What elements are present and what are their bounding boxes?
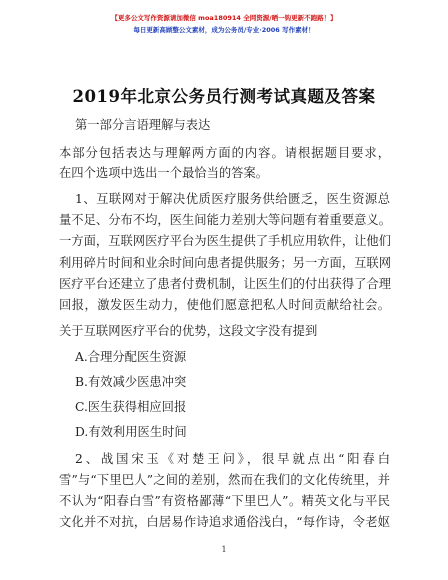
q1-passage-line: 利用碎片时间和业余时间向患者提供服务；另一方面，互联网 <box>59 256 392 270</box>
q1-option-b: B.有效减少医患冲突 <box>75 375 187 389</box>
q1-passage-line: 回报，激发医生动力，使他们愿意把私人时间贡献给社会。 <box>59 298 390 312</box>
q1-passage-line: 医疗平台还建立了患者付费机制，让医生们的付出获得了合理 <box>59 277 392 291</box>
q1-option-a: A.合理分配医生资源 <box>75 350 187 364</box>
q2-passage-line: 雪”与“下里巴人”之间的差别，然而在我们的文化传统里，并 <box>59 473 390 487</box>
q2-passage-line: 不认为“阳春白雪”有资格鄙薄“下里巴人”。精英文化与平民 <box>59 494 390 508</box>
page-number: 1 <box>221 545 227 554</box>
q1-passage-line: 1、互联网对于解决优质医疗服务供给匮乏，医生资源总 <box>75 192 390 206</box>
promo-banner-line-2: 每日更新高顾整公文素材，成为公务员/专业·2006 写作素材！ <box>133 26 315 34</box>
q1-option-c: C.医生获得相应回报 <box>75 400 187 414</box>
q1-option-d: D.有效利用医生时间 <box>75 425 187 439</box>
section-heading: 第一部分言语理解与表达 <box>75 118 211 132</box>
q1-question: 关于互联网医疗平台的优势，这段文字没有提到 <box>59 324 318 338</box>
page-title: 2019年北京公务员行测考试真题及答案 <box>72 87 376 106</box>
promo-banner-line-1: 【更多公文写作资源请加微信 moa180914 全网资源/晒一钩更新不跑路！】 <box>111 14 337 22</box>
q2-passage-line: 文化并不对抗，白居易作诗追求通俗浅白，“每作诗，令老妪 <box>59 515 390 529</box>
q1-passage-line: 量不足、分布不均，医生间能力差别大等问题有着重要意义。 <box>59 213 392 227</box>
q2-passage-line: 2、战国宋玉《对楚王问》，很早就点出“阳春白 <box>75 452 390 466</box>
q1-passage-line: 一方面，互联网医疗平台为医生提供了手机应用软件，让他们 <box>59 234 392 248</box>
instructions-line: 在四个选项中选出一个最恰当的答案。 <box>59 166 269 180</box>
instructions-line: 本部分包括表达与理解两方面的内容。请根据题目要求， <box>59 146 390 160</box>
